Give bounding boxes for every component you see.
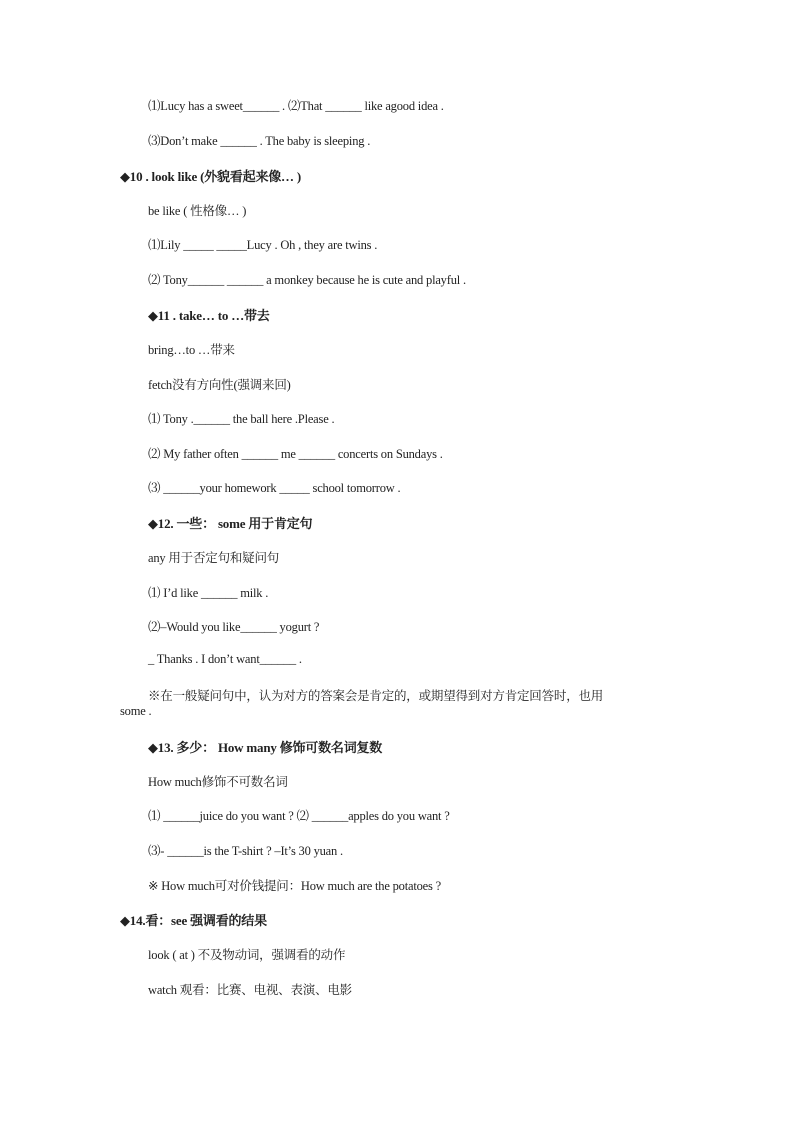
- note-line: look ( at ) 不及物动词，强调看的动作: [148, 948, 346, 962]
- exercise-line: ⑶ ______your homework _____ school tomorrow .: [148, 481, 401, 495]
- note-line: be like ( 性格像… ): [148, 204, 247, 218]
- note-line-continued: some .: [120, 704, 152, 718]
- exercise-line: ⑴ I’d like ______ milk .: [148, 586, 269, 600]
- exercise-line: ⑶Don’t make ______ . The baby is sleeping .: [148, 134, 371, 148]
- exercise-line: ⑴Lily _____ _____Lucy . Oh , they are twins .: [148, 238, 378, 252]
- exercise-line: _ Thanks . I don’t want______ .: [148, 652, 302, 666]
- note-line: bring…to …带来: [148, 343, 235, 357]
- exercise-line: ⑵ My father often ______ me ______ concerts on Sundays .: [148, 447, 443, 461]
- note-line: ※在一般疑问句中，认为对方的答案会是肯定的，或期望得到对方肯定回答时，也用: [148, 689, 604, 703]
- section-heading-12: ◆12. 一些： some 用于肯定句: [148, 516, 313, 531]
- exercise-line: ⑶- ______is the T-shirt ? –It’s 30 yuan .: [148, 844, 343, 858]
- exercise-line: ⑴Lucy has a sweet______ . ⑵That ______ like agood idea .: [148, 99, 444, 113]
- section-heading-13: ◆13. 多少： How many 修饰可数名词复数: [148, 740, 383, 755]
- section-heading-11: ◆11 . take… to …带去: [148, 308, 270, 323]
- exercise-line: ⑵–Would you like______ yogurt ?: [148, 620, 320, 634]
- section-heading-10: ◆10 . look like (外貌看起来像… ): [120, 169, 302, 184]
- section-heading-14: ◆14.看：see 强调看的结果: [120, 913, 267, 928]
- exercise-line: ⑵ Tony______ ______ a monkey because he is cute and playful .: [148, 273, 466, 287]
- note-line: watch 观看：比赛、电视、表演、电影: [148, 983, 352, 997]
- exercise-line: ⑴ Tony .______ the ball here .Please .: [148, 412, 335, 426]
- note-line: ※ How much可对价钱提问：How much are the potatoes ?: [148, 879, 441, 893]
- note-line: fetch没有方向性(强调来回): [148, 378, 291, 392]
- note-line: How much修饰不可数名词: [148, 775, 288, 789]
- exercise-line: ⑴ ______juice do you want ? ⑵ ______apples do you want ?: [148, 809, 450, 823]
- note-line: any 用于否定句和疑问句: [148, 551, 280, 565]
